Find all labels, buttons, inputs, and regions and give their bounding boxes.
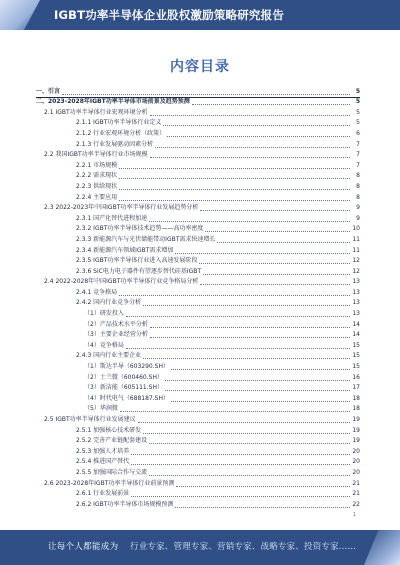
toc-leader-dots [171,368,350,370]
toc-entry-title: （2）士兰微（600460.SH） [84,373,163,381]
toc-entry[interactable] [36,181,360,192]
toc-entry-page: 5 [356,108,360,116]
page-footer [0,530,400,565]
toc-leader-dots [126,347,350,349]
toc-entry[interactable] [36,340,360,351]
toc-entry-page: 15 [352,341,360,349]
footer-slogan: 让每个人都能成为 [48,542,119,552]
toc-leader-dots [149,442,350,444]
toc-entry[interactable] [36,499,360,510]
toc-entry-page: 9 [356,204,360,212]
toc-entry[interactable] [36,266,360,277]
footer-decoration [364,530,400,565]
toc-entry[interactable] [36,97,360,108]
toc-entry[interactable] [36,287,360,298]
toc-entry-page: 14 [352,320,360,328]
toc-leader-dots [199,262,350,264]
toc-entry-page: 5 [355,98,360,106]
toc-leader-dots [143,357,350,359]
toc-entry-title: 2.5.1 加强核心技术研发 [76,426,142,434]
toc-entry-title: 2.3.3 新能源汽车与光伏储能带动IGBT需求快速增长 [76,235,216,243]
toc-entry-title: 2.1.2 行业宏观环境分析（政策） [76,129,166,137]
footer-tags: 行业专家、管理专家、营销专家、战略专家、投资专家…… [130,542,357,552]
toc-entry-page: 11 [352,246,360,254]
toc-entry-title: 2.4 2022-2028年中国IGBT功率半导体行业竞争格局分析 [44,278,199,286]
toc-entry[interactable] [36,351,360,362]
toc-entry-title: 2.2.3 供给现状 [76,182,118,190]
toc-entry-page: 6 [356,129,360,137]
toc-leader-dots [126,315,350,317]
toc-leader-dots [176,485,350,487]
toc-entry-title: 2.4.2 国内行业竞争分析 [76,299,142,307]
toc-entry-page: 11 [352,235,360,243]
toc-entry-title: 2.6 2023-2028年IGBT功率半导体行业前景预测 [44,479,175,487]
toc-entry-page: 21 [352,479,360,487]
toc-entry-page: 8 [356,172,360,180]
toc-entry-page: 13 [352,310,360,318]
toc-leader-dots [143,304,350,306]
toc-entry-page: 13 [352,299,360,307]
toc-leader-dots [217,241,350,243]
toc-leader-dots [167,135,350,137]
toc-entry-title: 一、引言 [36,87,61,95]
toc-entry-page: 10 [352,225,360,233]
toc-entry-page: 13 [352,278,360,286]
toc-leader-dots [131,463,350,465]
page-header [0,0,400,30]
toc-entry-page: 9 [356,214,360,222]
toc-entry-title: 2.6.1 行业发展前景 [76,490,130,498]
toc-entry[interactable] [36,404,360,415]
toc-leader-dots [131,453,350,455]
toc-entry-page: 20 [352,468,360,476]
toc-entry-title: 2.5 IGBT功率半导体行业发展建议 [44,416,136,423]
toc-entry[interactable] [36,414,360,425]
toc-entry-title: （1）斯达半导（603290.SH） [84,363,169,371]
toc-entry-page: 20 [352,458,360,466]
toc-entry-title: 2.3.2 IGBT功率半导体技术趋势——高功率密度 [76,225,204,233]
toc-entry-title: 2.2 我国IGBT功率半导体行业市场规模 [44,151,148,159]
toc-entry[interactable] [36,256,360,267]
table-of-contents [36,86,360,510]
toc-entry-page: 17 [352,384,360,392]
toc-entry-title: 2.3.5 IGBT功率半导体行业进入高速发展阶段 [76,257,198,265]
toc-entry[interactable] [36,330,360,341]
toc-leader-dots [119,188,350,190]
toc-entry-page: 8 [356,193,360,201]
toc-entry-page: 15 [352,363,360,371]
toc-entry-page: 5 [355,87,360,95]
toc-entry-page: 12 [352,267,360,275]
toc-entry[interactable] [36,213,360,224]
toc-entry-page: 8 [356,182,360,190]
toc-entry[interactable] [36,192,360,203]
toc-entry-page: 18 [352,405,360,413]
toc-entry[interactable] [36,86,360,97]
toc-entry[interactable] [36,160,360,171]
toc-entry[interactable] [36,234,360,245]
toc-entry[interactable] [36,118,360,129]
toc-entry-page: 22 [352,500,360,508]
toc-entry[interactable] [36,171,360,182]
toc-entry[interactable] [36,224,360,235]
toc-leader-dots [119,199,350,201]
toc-entry-title: （2）产品技术水平分析 [84,320,148,328]
toc-entry-title: 2.4.1 竞争格局 [76,288,118,296]
toc-entry-page: 12 [352,257,360,265]
toc-entry-title: 2.3.1 国产化替代进程加速 [76,214,148,222]
toc-entry-page: 14 [352,331,360,339]
toc-entry-page: 20 [352,447,360,455]
toc-entry[interactable] [36,436,360,447]
toc-entry[interactable] [36,107,360,118]
toc-leader-dots [119,167,350,169]
toc-leader-dots [165,379,350,381]
toc-heading: 内容目录 [170,59,230,75]
toc-entry[interactable] [36,150,360,161]
toc-entry[interactable] [36,203,360,214]
toc-entry-page: 7 [356,140,360,148]
toc-entry-title: 2.3.4 新能源汽车领域IGBT需求增加 [76,246,174,254]
toc-entry-title: 2.3.6 SiC电力电子器件有望逐步替代硅基IGBT [76,267,202,275]
toc-entry-page: 7 [356,161,360,169]
toc-entry[interactable] [36,319,360,330]
toc-entry-page: 15 [352,352,360,360]
toc-entry[interactable] [36,277,360,288]
toc-entry[interactable] [36,478,360,489]
toc-entry[interactable] [36,393,360,404]
toc-entry-title: （4）竞争格局 [84,341,124,349]
toc-entry[interactable] [36,446,360,457]
toc-entry[interactable] [36,425,360,436]
toc-leader-dots [138,421,350,423]
toc-entry[interactable] [36,457,360,468]
toc-leader-dots [165,389,350,391]
toc-entry[interactable] [36,308,360,319]
toc-entry-title: 2.1.3 行业发展驱动因素分析 [76,140,154,148]
toc-entry-page: 19 [352,437,360,445]
toc-leader-dots [62,93,350,95]
toc-entry[interactable] [36,489,360,500]
toc-entry-title: 2.5.4 推进国产替代 [76,458,130,466]
toc-leader-dots [119,177,350,179]
report-title: IGBT功率半导体企业股权激励策略研究报告 [54,8,285,22]
toc-leader-dots [200,283,350,285]
toc-leader-dots [131,495,350,497]
toc-entry-title: （3）主要企业经营分析 [84,331,148,339]
toc-leader-dots [155,146,350,148]
page-number: 1 [352,512,356,518]
toc-leader-dots [150,156,350,158]
toc-entry-title: （5）华润微 [84,405,118,413]
toc-leader-dots [171,400,350,402]
toc-entry-title: 2.1.1 IGBT功率半导体行业定义 [76,119,162,127]
toc-entry-title: 2.3 2022-2023年中国IGBT功率半导体行业发展趋势分析 [44,204,199,212]
toc-entry-title: 2.5.3 加强人才培养 [76,447,130,455]
toc-entry-page: 16 [352,373,360,381]
toc-leader-dots [150,114,350,116]
toc-leader-dots [149,220,350,222]
toc-entry[interactable] [36,139,360,150]
toc-entry[interactable] [36,372,360,383]
toc-entry-page: 7 [356,151,360,159]
toc-entry-page: 18 [352,394,360,402]
toc-leader-dots [120,410,350,412]
toc-leader-dots [175,252,350,254]
toc-leader-dots [150,336,350,338]
toc-leader-dots [143,432,350,434]
header-decoration [0,0,40,30]
toc-entry-page: 13 [352,288,360,296]
toc-entry[interactable] [36,467,360,478]
toc-entry-page: 21 [352,490,360,498]
toc-entry-title: 2.2.4 主要应用 [76,193,118,201]
toc-leader-dots [175,506,350,508]
toc-entry[interactable] [36,128,360,139]
toc-leader-dots [149,474,350,476]
toc-entry-title: 2.2.2 需求现状 [76,172,118,180]
toc-leader-dots [119,294,350,296]
toc-leader-dots [200,209,350,211]
toc-entry-title: 2.5.2 完善产业链配套建设 [76,437,148,445]
toc-entry-title: （1）研发投入 [84,310,124,318]
toc-entry-title: （4）时代电气（688187.SH） [84,394,169,402]
toc-leader-dots [150,326,350,328]
toc-leader-dots [192,103,350,105]
toc-entry[interactable] [36,361,360,372]
toc-entry-title: 2.1 IGBT功率半导体行业宏观环境分析 [44,108,148,116]
toc-entry-page: 19 [352,416,360,423]
toc-entry[interactable] [36,383,360,394]
toc-entry-title: 2.5.5 加强国际合作与交流 [76,468,148,476]
toc-leader-dots [205,230,350,232]
toc-leader-dots [203,273,350,275]
toc-entry-title: 2.4.3 国内行业主要企业 [76,352,142,360]
toc-entry-title: 2.6.2 IGBT功率半导体市场规模预测 [76,500,174,508]
toc-entry-title: （3）新洁能（605111.SH） [84,384,163,392]
toc-entry-title: 2.2.1 市场规模 [76,161,118,169]
toc-entry-title: 二、2023-2028年IGBT功率半导体市场前景及趋势预测 [36,98,190,106]
toc-entry-page: 5 [356,119,360,127]
toc-entry[interactable] [36,298,360,309]
toc-entry[interactable] [36,245,360,256]
toc-leader-dots [163,124,350,126]
toc-entry-page: 19 [352,426,360,434]
